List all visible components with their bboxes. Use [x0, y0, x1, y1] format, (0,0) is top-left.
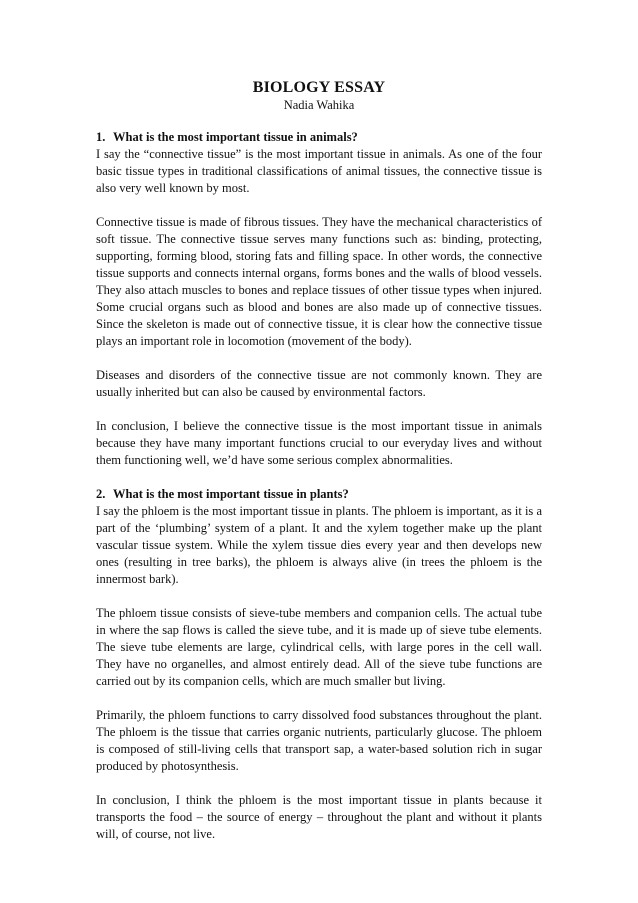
question-text: What is the most important tissue in animals?	[113, 130, 358, 144]
question-text: What is the most important tissue in plants?	[113, 487, 349, 501]
document-title: BIOLOGY ESSAY	[252, 79, 386, 96]
question-heading	[96, 486, 542, 503]
paragraph: Primarily, the phloem functions to carry dissolved food substances throughout the plant. The phloem is the tissue that carries organic nutrients, particularly glucose. The phloem is composed of still-living cells that transport sap, a water-based solution rich in sugar produced by photosynthesis.	[96, 708, 542, 773]
section-animals	[96, 129, 542, 469]
paragraph: I say the “connective tissue” is the most important tissue in animals. As one of the four basic tissue types in traditional classifications of animal tissues, the connective tissue is also very well known by most.	[96, 147, 542, 195]
paragraph: I say the phloem is the most important tissue in plants. The phloem is important, as it is a part of the ‘plumbing’ system of a plant. It and the xylem together make up the plant vascular tissue system. While the xylem tissue dies every year and then develops new ones (resulting in tree barks), the phloem is always alive (in trees the phloem is the innermost bark).	[96, 504, 542, 586]
question-heading	[96, 129, 542, 146]
paragraph: The phloem tissue consists of sieve-tube members and companion cells. The actual tube in where the sap flows is called the sieve tube, and it is made up of sieve tube elements. The sieve tube elements are large, cylindrical cells, with large pores in the cell wall. They have no organelles, and almost entirely dead. All of the sieve tube functions are carried out by its companion cells, which are much smaller but living.	[96, 606, 542, 688]
section-plants	[96, 486, 542, 843]
paragraph: In conclusion, I think the phloem is the most important tissue in plants because it transports the food – the source of energy – throughout the plant and without it plants will, of course, not live.	[96, 793, 542, 841]
question-number: 2.	[96, 487, 106, 501]
paragraph: In conclusion, I believe the connective tissue is the most important tissue in animals because they have many important functions crucial to our everyday lives and without them functioning well, we’d have some serious complex abnormalities.	[96, 419, 542, 467]
paragraph: Connective tissue is made of fibrous tissues. They have the mechanical characteristics of soft tissue. The connective tissue serves many functions such as: binding, protecting, supporting, forming blood, storing fats and filling space. In other words, the connective tissue supports and connects internal organs, forms bones and the walls of blood vessels. They also attach muscles to bones and replace tissues of other tissue types when injured. Some crucial organs such as blood and bones are also made up of connective tissues. Since the skeleton is made out of connective tissue, it is clear how the connective tissue plays an important role in locomotion (movement of the body).	[96, 215, 542, 348]
paragraph: Diseases and disorders of the connective tissue are not commonly known. They are usually inherited but can also be caused by environmental factors.	[96, 368, 542, 399]
author-name: Nadia Wahika	[283, 98, 355, 112]
question-number: 1.	[96, 130, 106, 144]
